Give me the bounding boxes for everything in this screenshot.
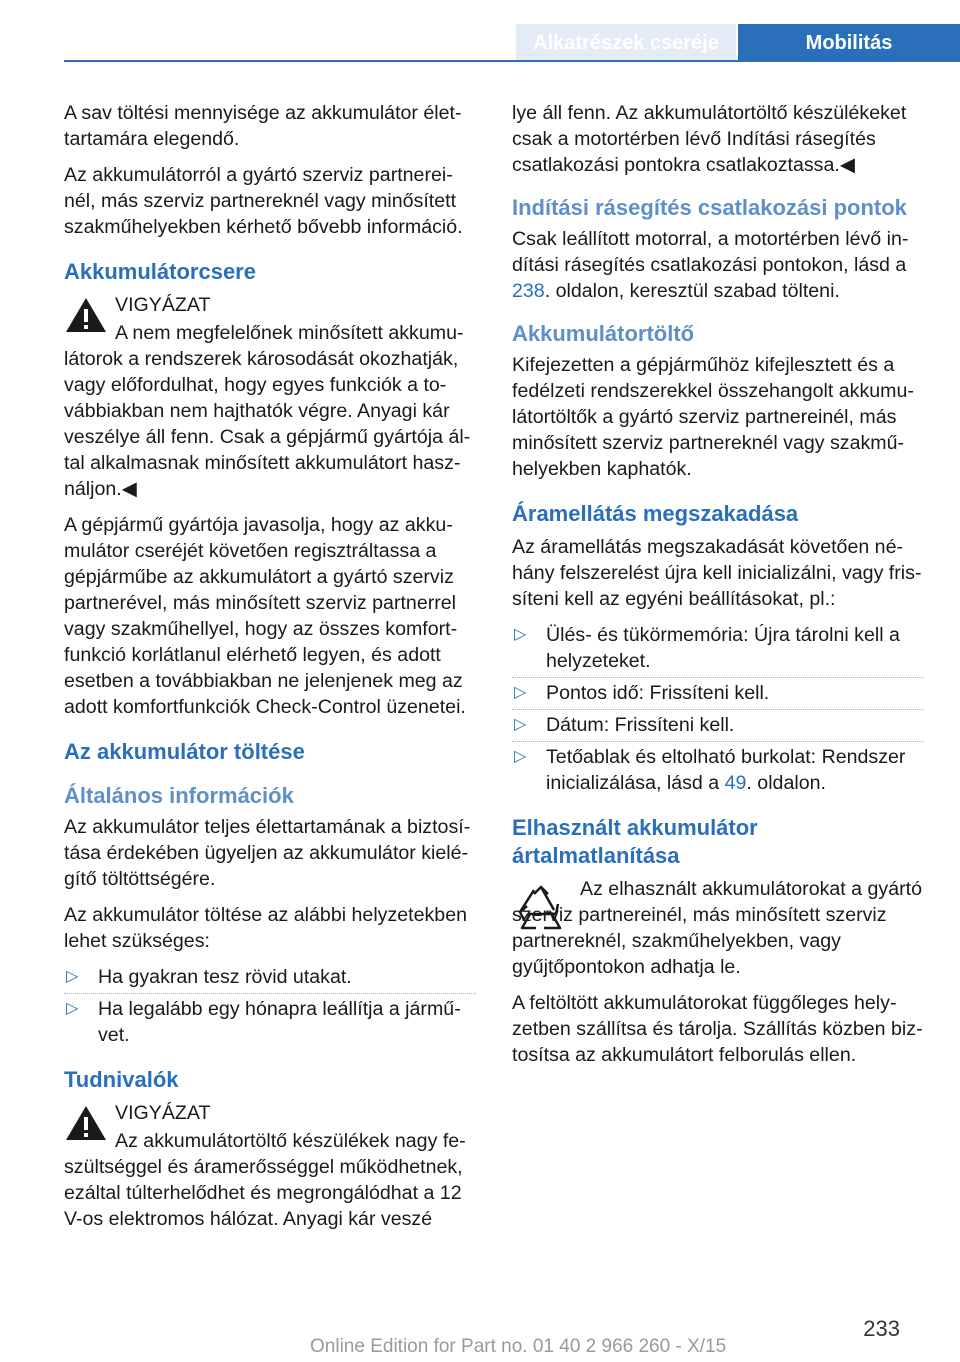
heading-aram: Áramellátás megszakadása xyxy=(512,501,799,526)
paragraph: Az áramellátás megszakadását követően néhány felszerelést újra kell inicializálni, vagy frissíteni kell az egyéni beállításokat, pl.: xyxy=(512,536,922,610)
triangle-bullet-icon: ▷ xyxy=(514,748,527,765)
warning-triangle-icon xyxy=(64,296,108,334)
header-rule xyxy=(64,60,960,62)
page-header xyxy=(0,0,960,62)
paragraph: Kifejezetten a gépjárműhöz kifejlesztett és a fedélzeti rendszerekkel összehangolt akkumulátortöltők a gyártó szerviz partnereinél, más minősített szerviz partnereknél vagy szakműhelyekben kaphatók. xyxy=(512,354,914,480)
paragraph: A sav töltési mennyisége az akkumulátor élettartamára elegendő. xyxy=(64,102,462,150)
triangle-bullet-icon: ▷ xyxy=(66,968,79,985)
paragraph xyxy=(512,226,924,304)
heading-elhasznalt: Elhasznált akkumulátor ártalmatlanítása xyxy=(512,815,758,868)
page-link-49[interactable]: 49 xyxy=(724,772,747,794)
heading-inditasi: Indítási rásegítés csatlakozási pontok xyxy=(512,195,907,220)
paragraph: A feltöltött akkumulátorokat függőleges helyzetben szállítsa és tárolja. Szállítás közben biztosítsa az akkumulátort felborulás ellen. xyxy=(512,992,923,1066)
heading-tolto: Akkumulátortöltő xyxy=(512,321,695,346)
chapter-tab[interactable]: Mobilitás xyxy=(738,24,960,62)
list-item xyxy=(64,996,476,1048)
list-item xyxy=(512,622,924,674)
warning-text: Az akkumulátortöltő készülékek nagy feszültséggel és áramerősséggel működhetnek, ezáltal túlterhelődhet és megrongálódhat a 12 V-os elektromos hálózat. Anyagi kár veszé xyxy=(64,1130,466,1230)
paragraph: lye áll fenn. Az akkumulátortöltő készülékeket csak a motortérben lévő Indítási rásegítés csatlakozási pontokra csatlakoztassa.◀ xyxy=(512,102,907,176)
warning-title: VIGYÁZAT xyxy=(115,1102,211,1124)
list-item xyxy=(64,964,476,990)
section-tab[interactable]: Alkatrészek cseréje xyxy=(516,24,736,62)
triangle-bullet-icon: ▷ xyxy=(514,626,527,643)
list-item xyxy=(512,744,924,796)
triangle-bullet-icon: ▷ xyxy=(66,1000,79,1017)
list-item-text: Ha legalább egy hónapra leállítja a járművet. xyxy=(98,998,461,1046)
recycle-block xyxy=(512,876,924,980)
list-item-text: Tetőablak és eltolható burkolat: Rendszer inicializálása, lásd a xyxy=(546,746,906,794)
bullet-list xyxy=(512,622,924,796)
paragraph: Az akkumulátor teljes élettartamának a biztosítása érdekében ügyeljen az akkumulátor kielégítő töltöttségére. xyxy=(64,816,471,890)
recycle-icon xyxy=(514,884,568,938)
paragraph: Az elhasznált akkumulátorokat a gyártó szerviz partnereinél, más minősített szerviz partnereknél, szakműhelyekben, vagy gyűjtőpontokon adhatja le. xyxy=(512,878,922,978)
page-link-238[interactable]: 238 xyxy=(512,280,545,302)
text-span: . oldalon, keresztül szabad tölteni. xyxy=(544,280,840,302)
list-item-text: Dátum: Frissíteni kell. xyxy=(546,714,735,736)
paragraph: Az akkumulátor töltése az alábbi helyzetekben lehet szükséges: xyxy=(64,904,467,952)
triangle-bullet-icon: ▷ xyxy=(514,684,527,701)
warning-block xyxy=(64,1100,476,1232)
heading-altalanos: Általános információk xyxy=(64,783,294,808)
text-span: Csak leállított motorral, a motortérben lévő indítási rásegítés csatlakozási pontokon, lásd a xyxy=(512,228,909,276)
list-item-text: . oldalon. xyxy=(746,772,826,794)
list-item xyxy=(512,680,924,706)
paragraph: A gépjármű gyártója javasolja, hogy az akkumulátor cseréjét követően regisztráltassa a gépjárműbe az akkumulátort a gyártó szerviz partnerével, más minősített szerviz partnerrel vagy szakműhellyel, hogy az összes komfortfunkció korlátlanul elérhető legyen, és adott esetben a továbbiakban ne jelenjenek meg az adott komfortfunkciók Check-Control üzenetei. xyxy=(64,514,466,718)
list-separator xyxy=(64,993,476,994)
heading-tudnivalok: Tudnivalók xyxy=(64,1067,179,1092)
list-item-text: Ha gyakran tesz rövid utakat. xyxy=(98,966,352,988)
left-column xyxy=(64,100,476,1242)
heading-toltese: Az akkumulátor töltése xyxy=(64,739,305,764)
warning-text: A nem megfelelőnek minősített akkumulátorok a rendszerek károsodását okozhatják, vagy előfordulhat, hogy egyes funkciók a továbbiakban nem hajthatók végre. Anyagi kár veszélye áll fenn. Csak a gépjármű gyártója által alkalmasnak minősített akkumulátort használjon.◀ xyxy=(64,322,471,500)
warning-block xyxy=(64,292,476,502)
list-separator xyxy=(512,741,924,742)
page-number: 233 xyxy=(863,1316,900,1341)
paragraph: Az akkumulátorról a gyártó szerviz partnereinél, más szerviz partnereknél vagy minősített szakműhelyekben kérhető bővebb információ. xyxy=(64,164,463,238)
right-column xyxy=(512,100,924,1078)
bullet-list xyxy=(64,964,476,1048)
list-separator xyxy=(512,709,924,710)
list-item xyxy=(512,712,924,738)
list-item-text: Ülés- és tükörmemória: Újra tárolni kell a helyzeteket. xyxy=(546,624,900,672)
warning-triangle-icon xyxy=(64,1104,108,1142)
list-separator xyxy=(512,677,924,678)
warning-title: VIGYÁZAT xyxy=(115,294,211,316)
footer-edition: Online Edition for Part no. 01 40 2 966 260 - X/15 xyxy=(310,1336,727,1357)
list-item-text: Pontos idő: Frissíteni kell. xyxy=(546,682,770,704)
triangle-bullet-icon: ▷ xyxy=(514,716,527,733)
heading-akkumulatorcsere: Akkumulátorcsere xyxy=(64,259,256,284)
